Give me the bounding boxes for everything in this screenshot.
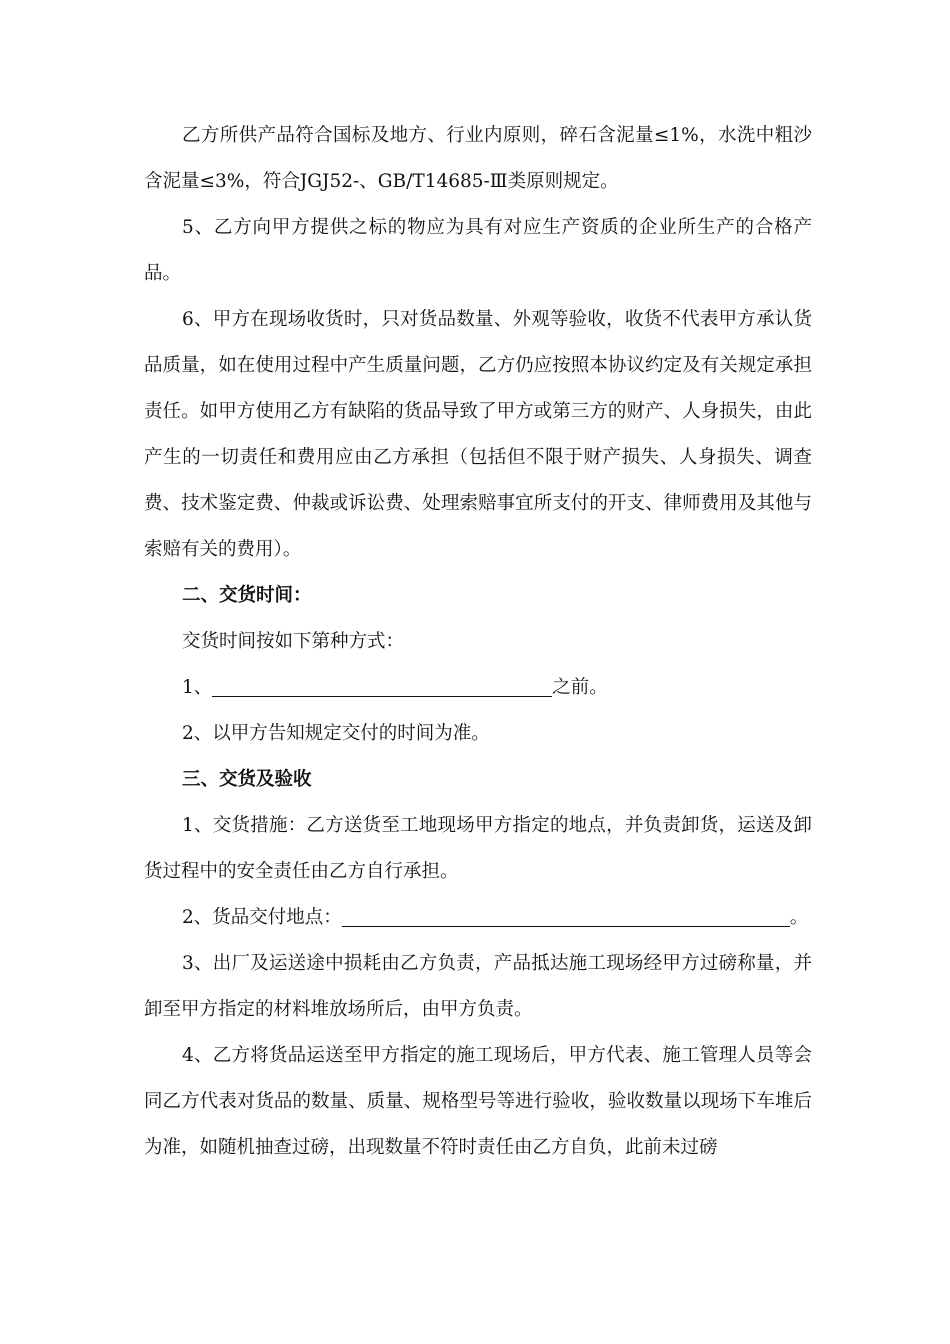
paragraph-delivery-location (144, 895, 812, 941)
paragraph-delivery-option-2: 2、以甲方告知规定交付的时间为准。 (182, 723, 490, 744)
paragraph-transport-loss: 3、出厂及运送途中损耗由乙方负责，产品抵达施工现场经甲方过磅称量，并卸至甲方指定的材料堆放场所后，由甲方负责。 (144, 953, 812, 1020)
section-heading-delivery-acceptance: 三、交货及验收 (182, 769, 312, 790)
paragraph-clause-6: 6、甲方在现场收货时，只对货品数量、外观等验收，收货不代表甲方承认货品质量，如在使用过程中产生质量问题，乙方仍应按照本协议约定及有关规定承担责任。如甲方使用乙方有缺陷的货品导致了甲方或第三方的财产、人身损失，由此产生的一切责任和费用应由乙方承担（包括但不限于财产损失、人身损失、调查费、技术鉴定费、仲裁或诉讼费、处理索赔事宜所支付的开支、律师费用及其他与索赔有关的费用）。 (144, 309, 812, 560)
location-prefix: 2、货品交付地点： (182, 907, 342, 928)
option-1-prefix: 1、 (182, 677, 213, 698)
location-suffix: 。 (789, 907, 809, 928)
section-heading-delivery-time: 二、交货时间： (182, 585, 312, 606)
document-body (144, 113, 812, 1171)
delivery-date-blank[interactable] (212, 676, 552, 696)
option-1-suffix: 之前。 (552, 677, 608, 698)
paragraph-clause-5: 5、乙方向甲方提供之标的物应为具有对应生产资质的企业所生产的合格产品。 (144, 217, 812, 284)
paragraph-delivery-method: 交货时间按如下第种方式： (182, 631, 405, 652)
paragraph-delivery-option-1 (144, 665, 812, 711)
paragraph-acceptance-procedure: 4、乙方将货品运送至甲方指定的施工现场后，甲方代表、施工管理人员等会同乙方代表对货品的数量、质量、规格型号等进行验收，验收数量以现场下车堆后为准，如随机抽查过磅，出现数量不符时责任由乙方自负，此前未过磅 (144, 1045, 812, 1158)
delivery-location-blank[interactable] (342, 906, 790, 926)
paragraph-product-standards: 乙方所供产品符合国标及地方、行业内原则，碎石含泥量≤1%，水洗中粗沙含泥量≤3%，符合JGJ52-、GB/T14685-Ⅲ类原则规定。 (144, 125, 812, 192)
paragraph-delivery-measures: 1、交货措施：乙方送货至工地现场甲方指定的地点，并负责卸货，运送及卸货过程中的安全责任由乙方自行承担。 (144, 815, 812, 882)
